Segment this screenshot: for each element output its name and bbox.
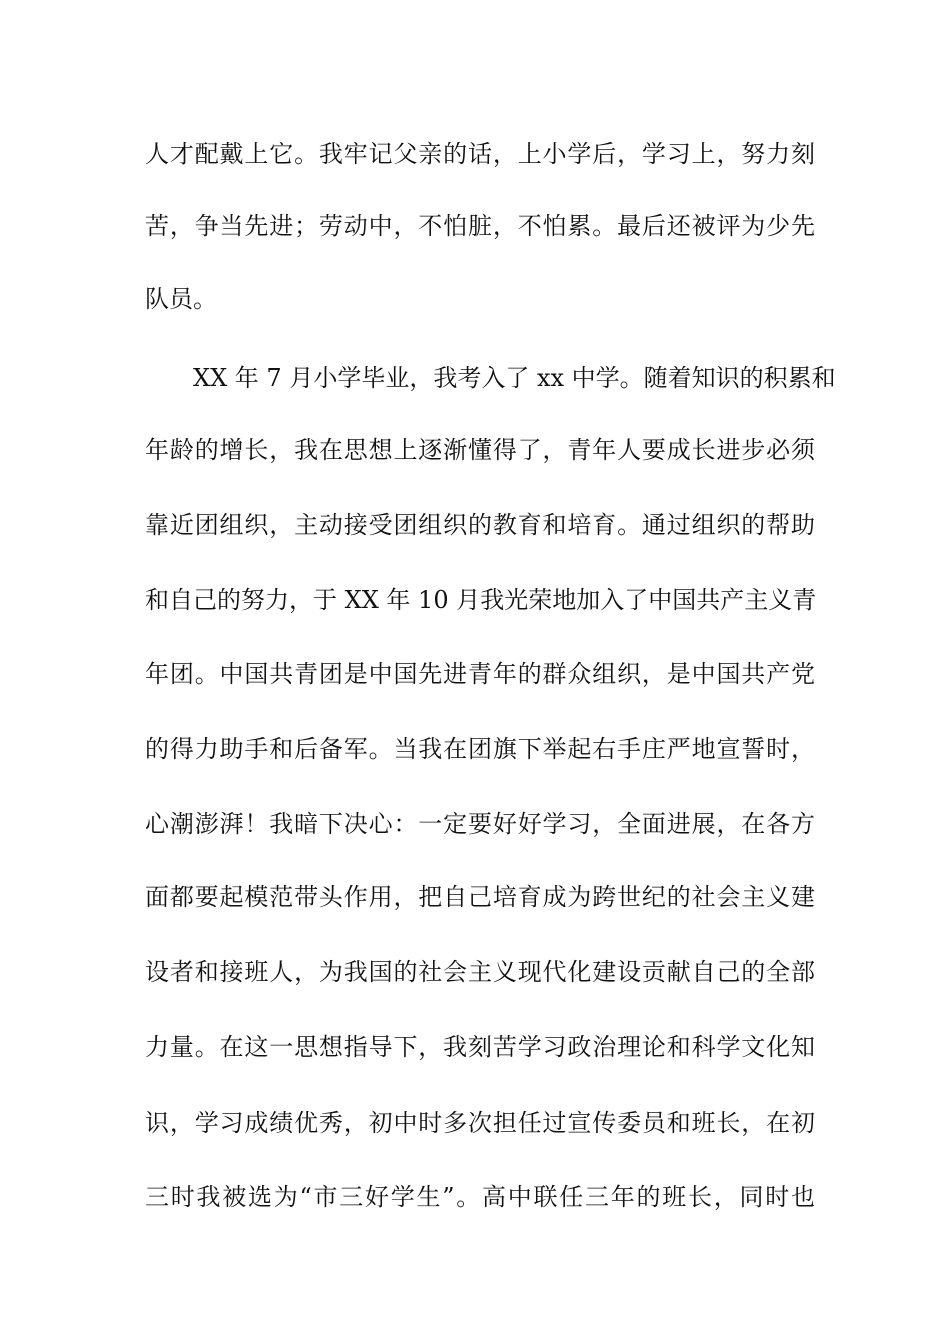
text-line: 年团。中国共青团是中国先进青年的群众组织，是中国共产党 [145,660,815,688]
text-line: 靠近团组织，主动接受团组织的教育和培育。通过组织的帮助 [145,511,815,539]
text-line: 面都要起模范带头作用，把自己培育成为跨世纪的社会主义建 [145,883,815,911]
text-line: 识，学习成绩优秀，初中时多次担任过宣传委员和班长，在初 [145,1109,815,1137]
text-line: 设者和接班人，为我国的社会主义现代化建设贡献自己的全部 [145,958,815,986]
text-line: 三时我被选为“市三好学生”。高中联任三年的班长，同时也 [145,1183,815,1211]
text-line: 人才配戴上它。我牢记父亲的话，上小学后，学习上，努力刻 [145,140,815,168]
paragraph-first-line: XX 年 7 月小学毕业，我考入了 xx 中学。随着知识的积累和 [193,364,836,392]
text-line: 苦，争当先进；劳动中，不怕脏，不怕累。最后还被评为少先 [145,212,815,240]
text-line: 年龄的增长，我在思想上逐渐懂得了，青年人要成长进步必须 [145,436,815,464]
text-line: 心潮澎湃！我暗下决心：一定要好好学习，全面进展，在各方 [145,810,815,838]
text-line: 队员。 [145,285,217,313]
text-line: 的得力助手和后备军。当我在团旗下举起右手庄严地宣誓时， [145,735,815,763]
text-line: 和自己的努力，于 XX 年 10 月我光荣地加入了中国共产主义青 [145,586,817,614]
text-line: 力量。在这一思想指导下，我刻苦学习政治理论和科学文化知 [145,1033,815,1061]
